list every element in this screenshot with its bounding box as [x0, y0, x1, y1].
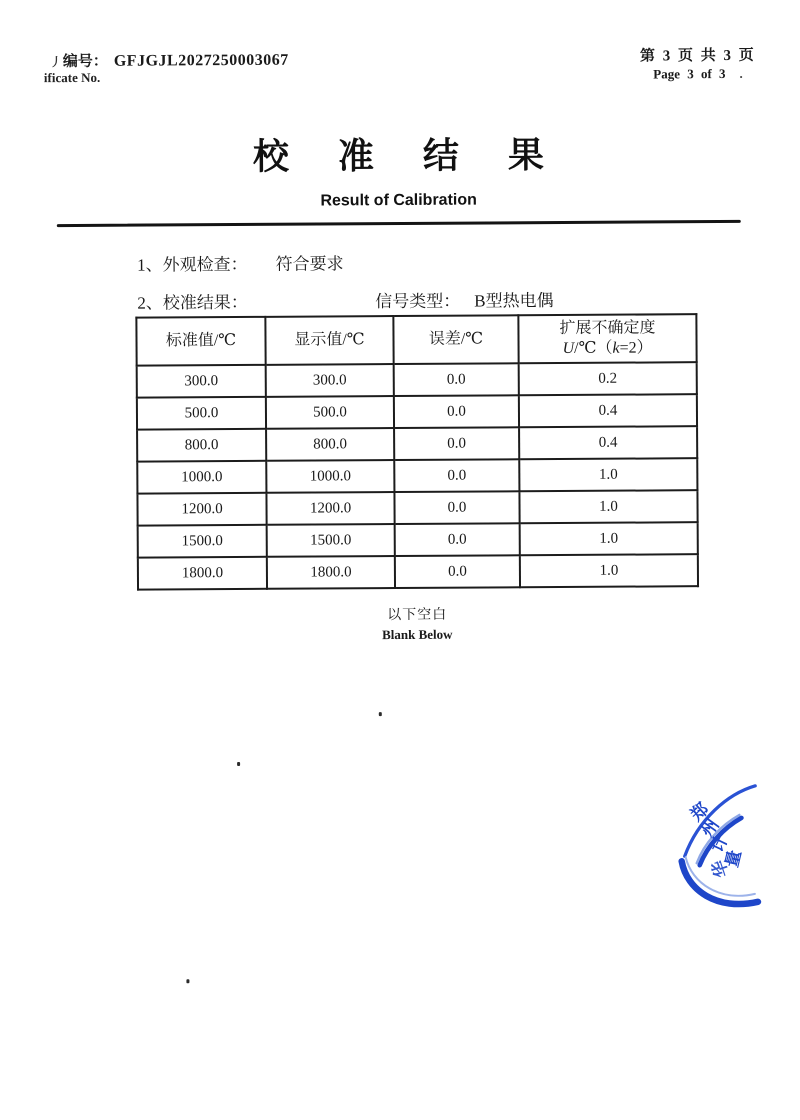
pagination-block [640, 44, 756, 83]
calibration-results-table [135, 313, 699, 590]
signal-type-value: B型热电偶 [474, 291, 554, 311]
item-appearance-check [137, 249, 344, 275]
blank-below-note [137, 602, 697, 644]
item1-value: 符合要求 [275, 254, 344, 274]
cell-error: 0.0 [394, 459, 519, 492]
cell-displayed: 1000.0 [266, 460, 394, 493]
cell-displayed: 500.0 [266, 396, 394, 429]
seal-char: 计 [707, 831, 732, 856]
scan-speck [379, 712, 382, 716]
official-seal-stamp [635, 764, 800, 915]
uncertainty-k-value: =2） [619, 339, 653, 357]
page-number-cn: 第 3 页 共 3 页 [639, 47, 756, 65]
cell-uncertainty: 1.0 [520, 554, 698, 587]
header-expanded-uncertainty [518, 314, 696, 363]
cell-error: 0.0 [395, 523, 520, 556]
table-row [138, 554, 698, 589]
scan-speck [237, 762, 240, 766]
table-header-row [136, 314, 696, 365]
header-uncertainty-line2 [520, 338, 696, 359]
header-uncertainty-line1: 扩展不确定度 [559, 319, 656, 338]
table-row [137, 458, 697, 493]
cell-error: 0.0 [395, 555, 520, 588]
seal-char: 量 [722, 848, 745, 870]
cell-displayed: 800.0 [266, 428, 394, 461]
signal-type-group [375, 286, 553, 312]
symbol-k: k [612, 339, 620, 357]
cell-uncertainty: 1.0 [520, 522, 698, 555]
blank-below-cn: 以下空白 [387, 607, 448, 624]
page-number-en [640, 66, 756, 83]
seal-char: 华 [708, 857, 733, 880]
page-title-en: Result of Calibration [320, 191, 477, 210]
cell-uncertainty: 0.2 [519, 362, 697, 395]
table-row [137, 362, 697, 397]
cell-uncertainty: 0.4 [519, 394, 697, 427]
certificate-number-value: GFJGJL2027250003067 [113, 51, 289, 70]
certificate-label-cn: 编号： [62, 53, 108, 71]
header-displayed-value: 显示值/℃ [265, 316, 393, 365]
item2-label: 2、校准结果： [137, 292, 248, 313]
table-row [137, 490, 697, 525]
cell-displayed: 1200.0 [266, 492, 394, 525]
cell-standard: 300.0 [137, 365, 266, 398]
certificate-number-block [43, 49, 289, 86]
item1-label: 1、外观检查： [136, 254, 248, 275]
scan-speck [186, 979, 189, 983]
cell-standard: 1800.0 [138, 557, 267, 590]
cell-standard: 500.0 [137, 397, 266, 430]
table-row [138, 522, 698, 557]
symbol-U: U [562, 339, 575, 358]
cell-displayed: 300.0 [266, 364, 394, 397]
cell-error: 0.0 [394, 491, 519, 524]
item-calibration-result [137, 285, 697, 313]
cell-displayed: 1800.0 [267, 556, 395, 589]
uncertainty-unit-text: /℃（ [574, 339, 613, 357]
page-number-period: . [739, 65, 743, 81]
seal-char: 郑 [687, 799, 713, 825]
blank-below-en: Blank Below [382, 626, 453, 643]
cell-uncertainty: 1.0 [519, 458, 697, 491]
certificate-label-partial-glyph: 丿 [49, 55, 62, 70]
signal-type-label: 信号类型： [375, 291, 461, 312]
cell-standard: 800.0 [137, 429, 266, 462]
title-divider-rule [57, 220, 741, 227]
cell-standard: 1000.0 [137, 461, 266, 494]
certificate-label-en: ificate No. [43, 69, 101, 86]
cell-standard: 1500.0 [138, 525, 267, 558]
table-row [137, 394, 697, 429]
header-standard-value: 标准值/℃ [136, 317, 265, 366]
cell-displayed: 1500.0 [267, 524, 395, 557]
table-row [137, 426, 697, 461]
cell-uncertainty: 0.4 [519, 426, 697, 459]
cell-error: 0.0 [394, 363, 519, 396]
cell-standard: 1200.0 [137, 493, 266, 526]
header-error: 误差/℃ [393, 315, 518, 364]
cell-error: 0.0 [394, 395, 519, 428]
seal-char: 州 [697, 815, 723, 841]
cell-error: 0.0 [394, 427, 519, 460]
page-title-cn: 校 准 结 果 [252, 134, 565, 177]
certificate-number-line [50, 49, 289, 71]
page-number-en-text: Page 3 of 3 [653, 66, 726, 82]
cell-uncertainty: 1.0 [519, 490, 697, 523]
